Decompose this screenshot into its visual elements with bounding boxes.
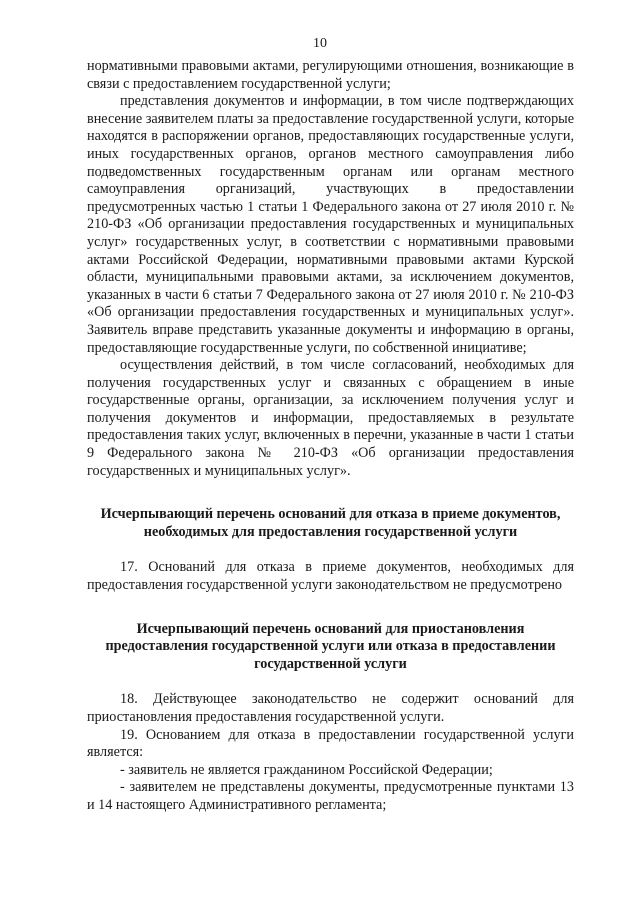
- page-number: 10: [313, 36, 327, 51]
- list-item-not-citizen: - заявитель не является гражданином Российской Федерации;: [120, 761, 493, 778]
- paragraph-item-17: 17. Оснований для отказа в приеме документов, необходимых для предоставления государственной услуги законодательством не предусмотрено: [87, 559, 574, 594]
- paragraph-documents-submission: представления документов и информации, в том числе подтверждающих внесение заявителем платы за предоставление государственной услуги, которые находятся в распоряжении органов, предоставляющих государственные услуги, иных государственных органов, органов местного самоуправления либо подведомственных государственным органам или органам местного самоуправления организаций, участвующих в предоставлении предусмотренных частью 1 статьи 1 Федерального закона от 27 июля 2010 г. № 210-ФЗ «Об организации предоставления государственных и муниципальных услуг» государственных услуг, в соответствии с нормативными правовыми актами Российской Федерации, нормативными правовыми актами Курской области, муниципальными правовыми актами, за исключением документов, указанных в части 6 статьи 7 Федерального закона от 27 июля 2010 г. № 210-ФЗ «Об организации предоставления государственных и муниципальных услуг». Заявитель вправе представить указанные документы и информацию в органы, предоставляющие государственные услуги, по собственной инициативе;: [87, 93, 574, 356]
- list-item-documents-missing: - заявителем не представлены документы, предусмотренные пунктами 13 и 14 настоящего Административного регламента;: [87, 779, 574, 813]
- section-heading-suspension-refusal: Исчерпывающий перечень оснований для приостановления предоставления государственной услуги или отказа в предоставлении государственной услуги: [105, 620, 556, 672]
- paragraph-item-19: 19. Основанием для отказа в предоставлении государственной услуги является:: [87, 726, 574, 761]
- spacer: [87, 673, 574, 691]
- spacer: [87, 541, 574, 559]
- paragraph-actions-approvals: осуществления действий, в том числе согласований, необходимых для получения государственных услуг и связанных с обращением в иные государственные органы, организации, за исключением получения услуг и получения документов и информации, предоставляемых в результате предоставления таких услуг, включенных в перечни, указанные в части 1 статьи 9 Федерального закона № 210-ФЗ «Об организации предоставления государственных и муниципальных услуг».: [87, 357, 574, 479]
- spacer: [87, 480, 574, 506]
- section-heading-refusal-acceptance: Исчерпывающий перечень оснований для отказа в приеме документов, необходимых для предоставления государственной услуги: [100, 506, 561, 540]
- paragraph-continuation: нормативными правовыми актами, регулирующими отношения, возникающие в связи с предоставлением государственной услуги;: [87, 58, 574, 92]
- spacer: [87, 595, 574, 621]
- paragraph-item-18: 18. Действующее законодательство не содержит оснований для приостановления предоставления государственной услуги.: [87, 691, 574, 725]
- document-body: [87, 58, 574, 815]
